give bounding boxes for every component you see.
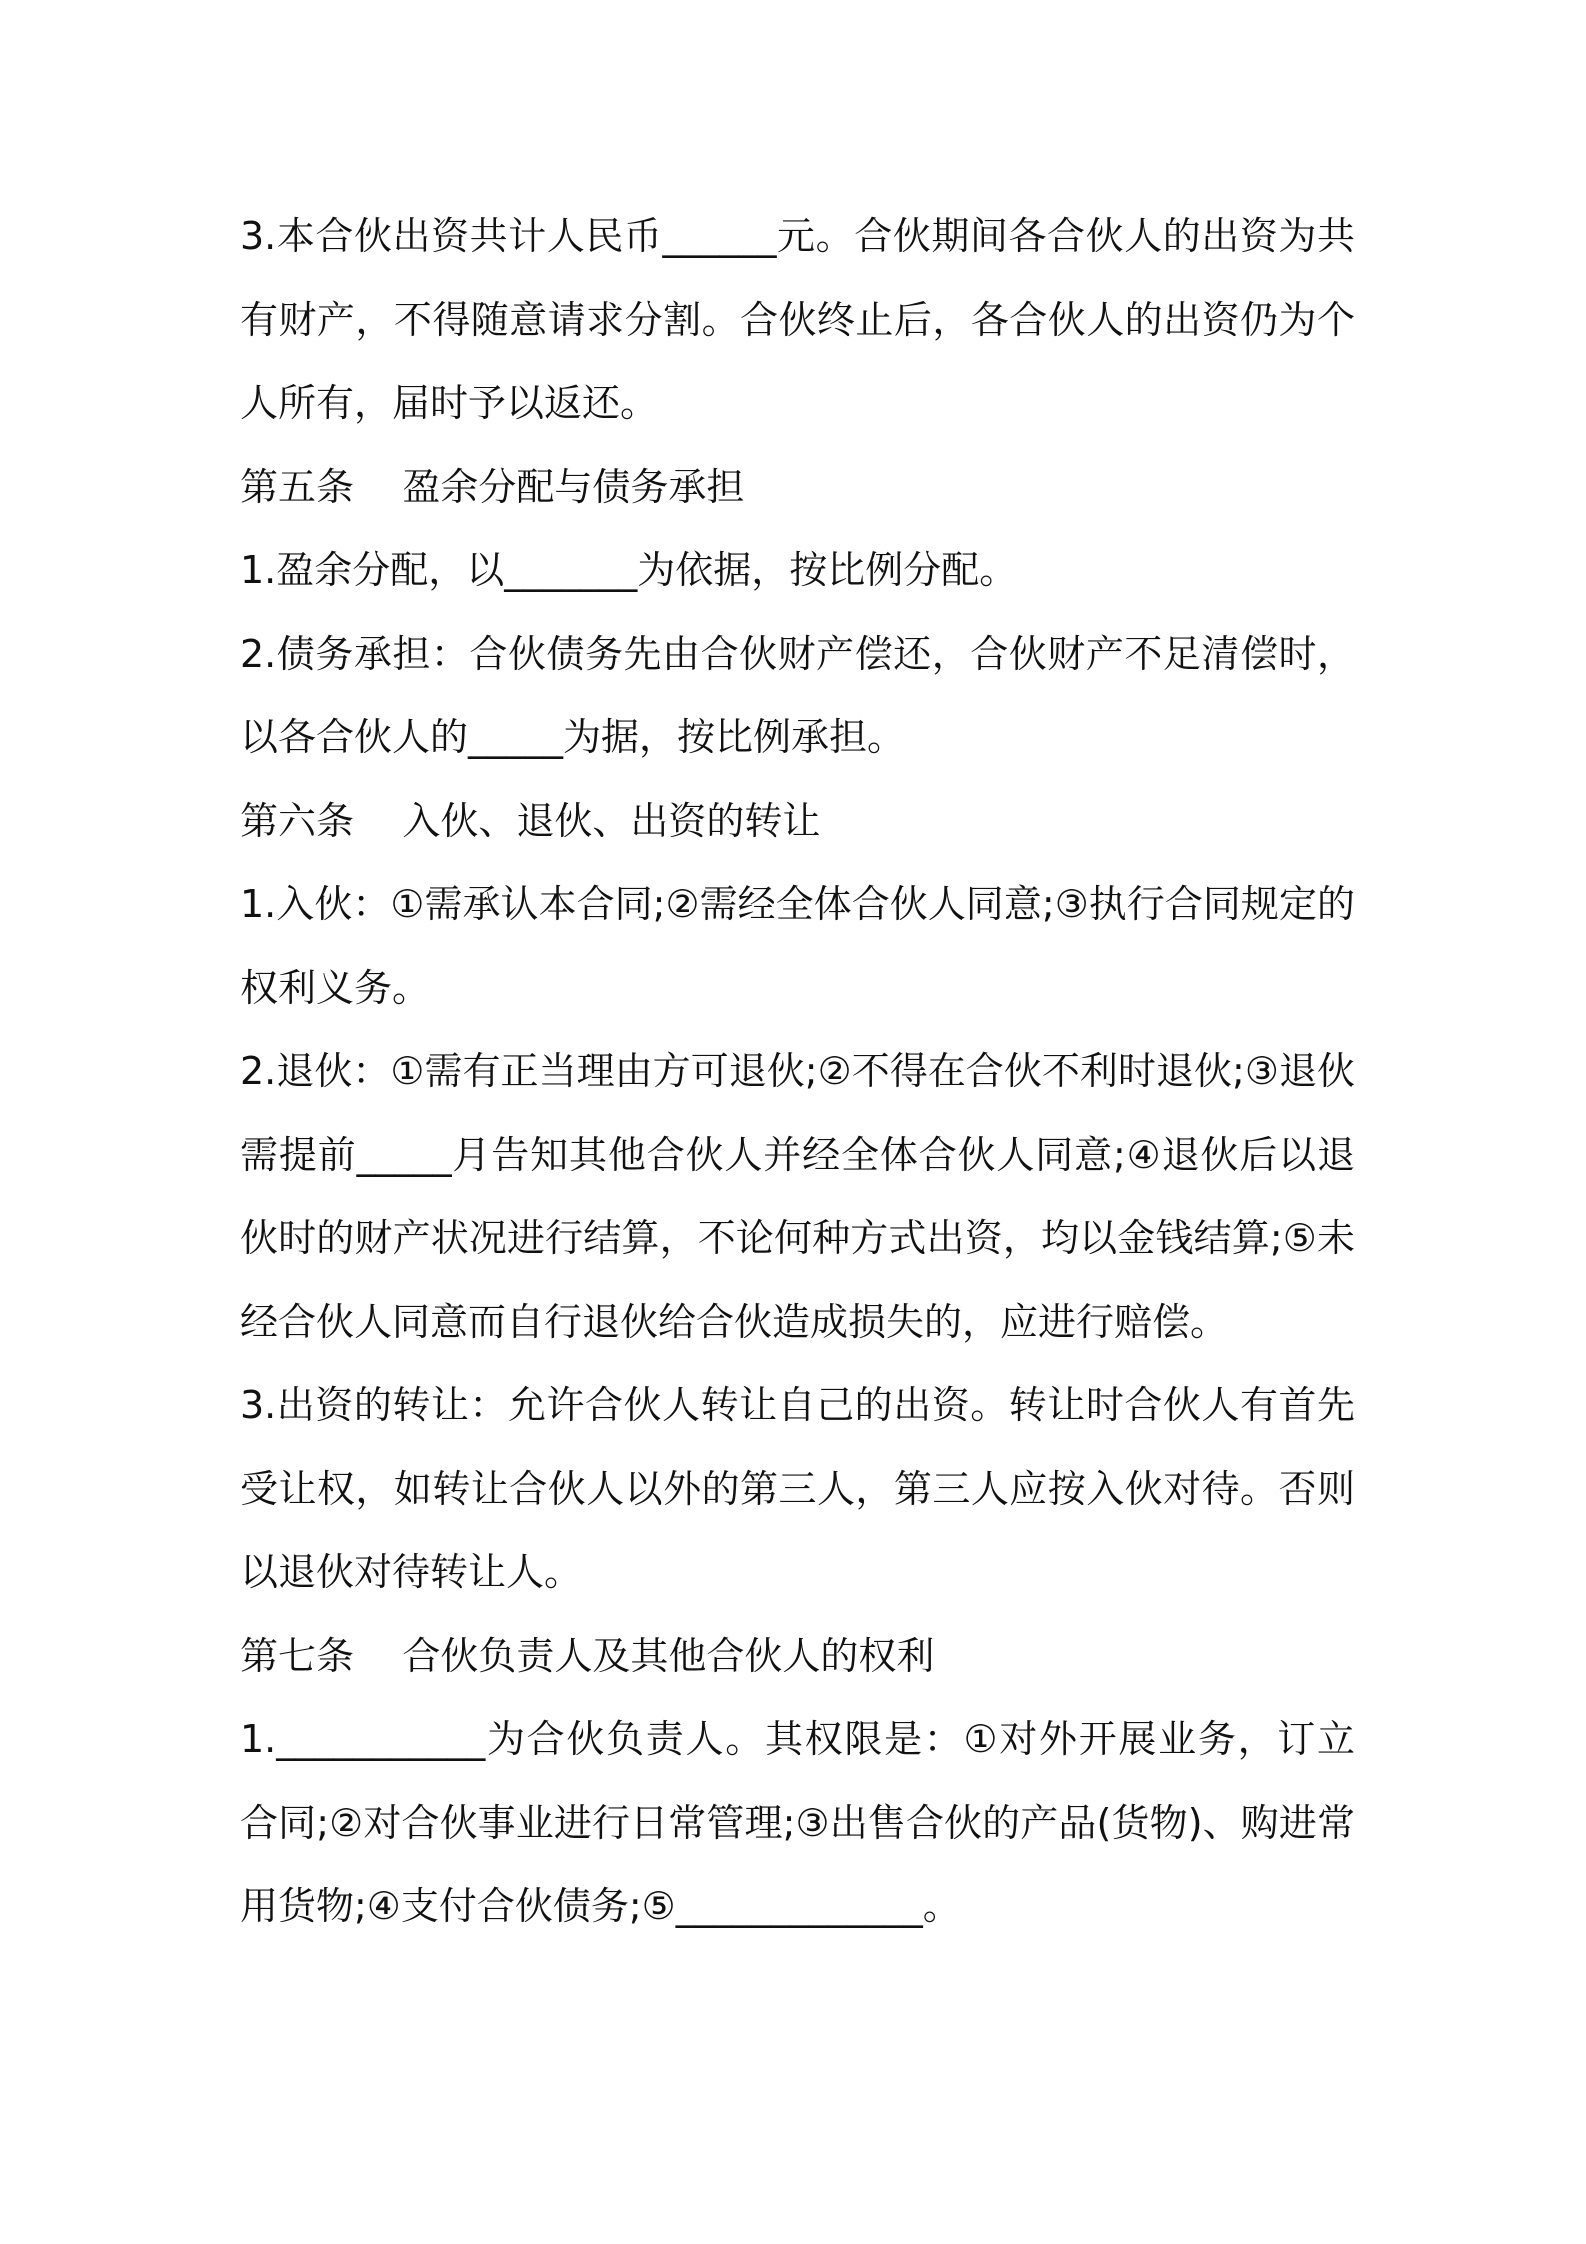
clause-5-paragraph-2: 2.债务承担：合伙债务先由合伙财产偿还，合伙财产不足清偿时，以各合伙人的_____为据，按比例承担。 xyxy=(240,631,1355,759)
clause-6-paragraph-1: 1.入伙：①需承认本合同;②需经全体合伙人同意;③执行合同规定的权利义务。 xyxy=(240,882,1355,1010)
article-6-heading: 第六条 入伙、退伙、出资的转让 xyxy=(240,798,821,843)
article-7-heading: 第七条 合伙负责人及其他合伙人的权利 xyxy=(240,1633,935,1678)
clause-6-paragraph-2: 2.退伙：①需有正当理由方可退伙;②不得在合伙不利时退伙;③退伙需提前_____月告知其他合伙人并经全体合伙人同意;④退伙后以退伙时的财产状况进行结算，不论何种方式出资，均以金钱结算;⑤未经合伙人同意而自行退伙给合伙造成损失的，应进行赔偿。 xyxy=(240,1049,1355,1344)
clause-5-paragraph-1: 1.盈余分配，以_______为依据，按比例分配。 xyxy=(240,548,1018,592)
clause-6-paragraph-3: 3.出资的转让：允许合伙人转让自己的出资。转让时合伙人有首先受让权，如转让合伙人以外的第三人，第三人应按入伙对待。否则以退伙对待转让人。 xyxy=(240,1383,1355,1594)
document-page xyxy=(240,195,1355,1949)
clause-7-paragraph-1: 1.___________为合伙负责人。其权限是：①对外开展业务，订立合同;②对合伙事业进行日常管理;③出售合伙的产品(货物)、购进常用货物;④支付合伙债务;⑤_____________。 xyxy=(240,1717,1355,1928)
clause-4-paragraph-3: 3.本合伙出资共计人民币______元。合伙期间各合伙人的出资为共有财产，不得随意请求分割。合伙终止后，各合伙人的出资仍为个人所有，届时予以返还。 xyxy=(240,214,1355,425)
article-5-heading: 第五条 盈余分配与债务承担 xyxy=(240,464,745,509)
